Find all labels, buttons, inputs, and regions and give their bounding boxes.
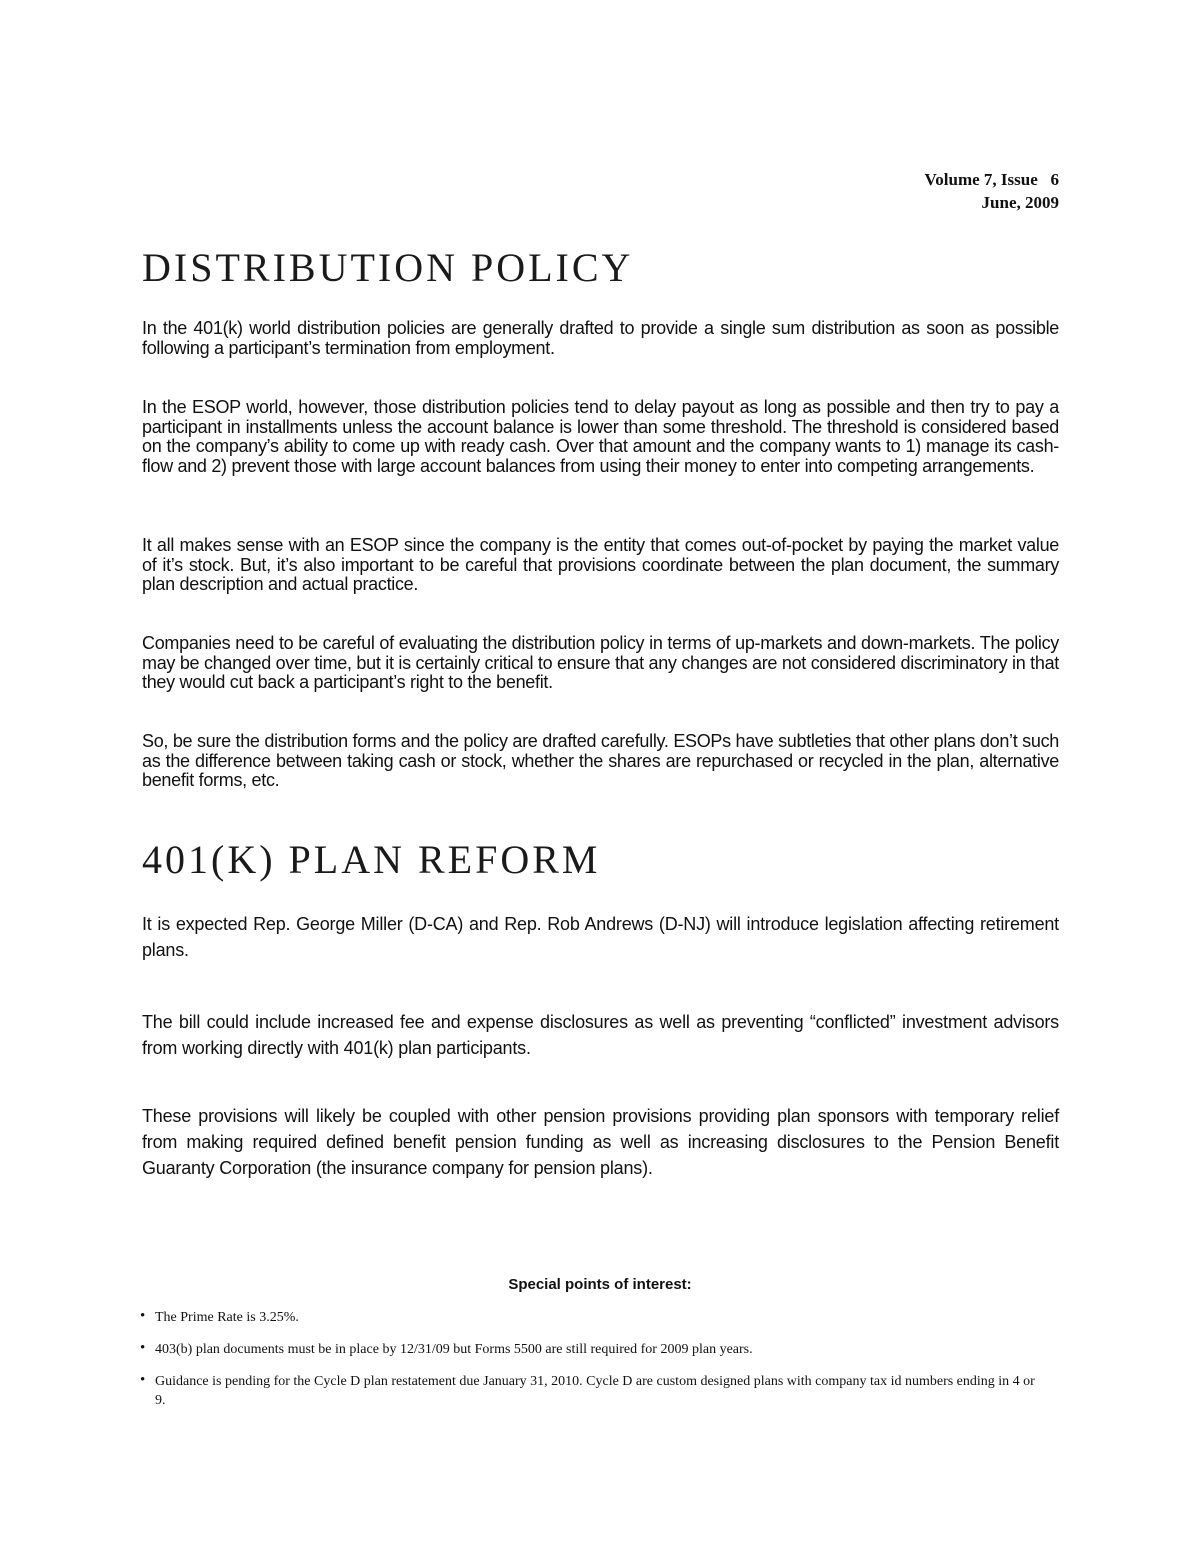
list-item-text: 403(b) plan documents must be in place by 12/31/09 but Forms 5500 are still required for 2009 plan years. <box>155 1342 753 1357</box>
paragraph: The bill could include increased fee and expense disclosures as well as preventing “conflicted” investment advisors from working directly with 401(k) plan participants. <box>142 1012 1059 1058</box>
paragraph: Companies need to be careful of evaluating the distribution policy in terms of up-markets and down-markets. The policy may be changed over time, but it is certainly critical to ensure that any changes are not considered discriminatory in that they would cut back a participant’s right to the benefit. <box>142 633 1059 692</box>
list-item <box>140 1372 1040 1410</box>
paragraph: It all makes sense with an ESOP since the company is the entity that comes out-of-pocket by paying the market value of it’s stock. But, it’s also important to be careful that provisions coordinate between the plan document, the summary plan description and actual practice. <box>142 535 1059 594</box>
paragraph: In the ESOP world, however, those distribution policies tend to delay payout as long as possible and then try to pay a participant in installments unless the account balance is lower than some threshold. The threshold is considered based on the company’s ability to come up with ready cash. Over that amount and the company wants to 1) manage its cash-flow and 2) prevent those with large account balances from using their money to enter into competing arrangements. <box>142 397 1059 476</box>
volume-issue: Volume 7, Issue 6 <box>924 170 1059 189</box>
special-points-list <box>140 1308 1040 1423</box>
paragraph: It is expected Rep. George Miller (D-CA) and Rep. Rob Andrews (D-NJ) will introduce legislation affecting retirement plans. <box>142 914 1059 960</box>
section-title-distribution-policy: DISTRIBUTION POLICY <box>142 245 634 290</box>
section-title-401k-plan-reform: 401(K) PLAN REFORM <box>142 837 601 882</box>
list-item-text: The Prime Rate is 3.25%. <box>155 1310 299 1325</box>
list-item <box>140 1308 1040 1327</box>
special-points-heading: Special points of interest: <box>508 1276 692 1293</box>
list-item <box>140 1340 1040 1359</box>
bullet-icon: • <box>140 1308 146 1324</box>
bullet-icon: • <box>140 1372 146 1388</box>
paragraph: In the 401(k) world distribution policies are generally drafted to provide a single sum distribution as soon as possible following a participant’s termination from employment. <box>142 318 1059 358</box>
issue-info <box>925 168 1059 214</box>
issue-date: June, 2009 <box>981 193 1059 212</box>
list-item-text: Guidance is pending for the Cycle D plan restatement due January 31, 2010. Cycle D are custom designed plans with company tax id numbers ending in 4 or 9. <box>155 1374 1035 1408</box>
bullet-icon: • <box>140 1340 146 1356</box>
paragraph: These provisions will likely be coupled with other pension provisions providing plan sponsors with temporary relief from making required defined benefit pension funding as well as increasing disclosures to the Pension Benefit Guaranty Corporation (the insurance company for pension plans). <box>142 1106 1059 1178</box>
paragraph: So, be sure the distribution forms and the policy are drafted carefully. ESOPs have subtleties that other plans don’t such as the difference between taking cash or stock, whether the shares are repurchased or recycled in the plan, alternative benefit forms, etc. <box>142 731 1059 790</box>
